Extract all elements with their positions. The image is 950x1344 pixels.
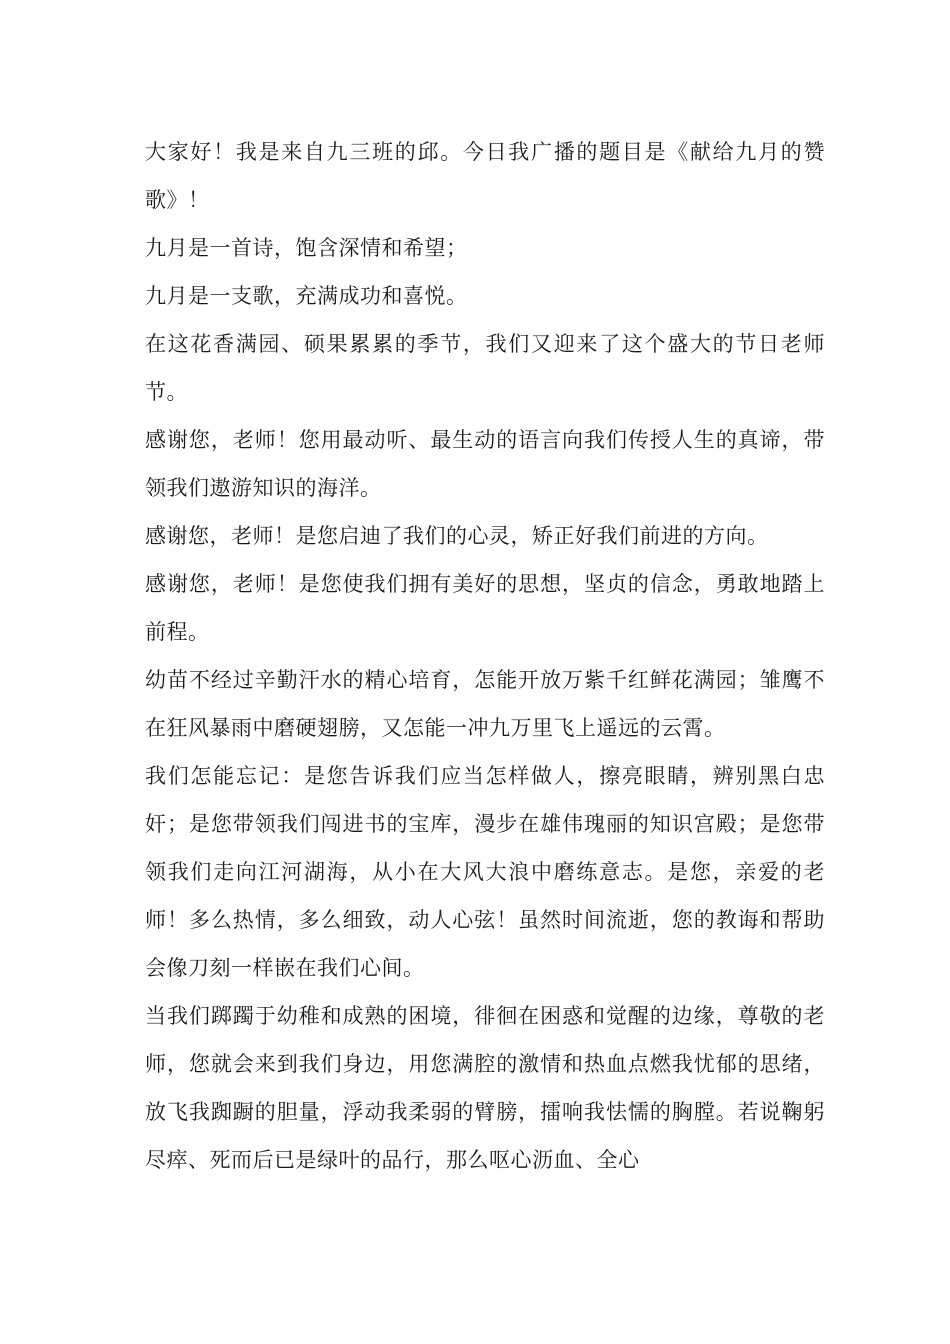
paragraph-song-line: 九月是一支歌，充满成功和喜悦。 [145, 284, 468, 308]
paragraph-thanks-1: 感谢您，老师！您用最动听、最生动的语言向我们传授人生的真谛，带领我们遨游知识的海洋。 [145, 428, 825, 500]
paragraph-teachers-day: 在这花香满园、硕果累累的季节，我们又迎来了这个盛大的节日老师节。 [145, 332, 825, 404]
paragraph-poem-line: 九月是一首诗，饱含深情和希望； [145, 236, 468, 260]
paragraph-remember: 我们怎能忘记：是您告诉我们应当怎样做人，擦亮眼睛，辨别黑白忠奸；是您带领我们闯进书的宝库，漫步在雄伟瑰丽的知识宫殿；是您带领我们走向江河湖海，从小在大风大浪中磨练意志。是您，亲爱的老师！多么热情，多么细致，动人心弦！虽然时间流逝，您的教诲和帮助会像刀刻一样嵌在我们心间。 [145, 764, 825, 980]
paragraph-confusion: 当我们踯躅于幼稚和成熟的困境，徘徊在困惑和觉醒的边缘，尊敬的老师，您就会来到我们身边，用您满腔的激情和热血点燃我忧郁的思绪，放飞我踟蹰的胆量，浮动我柔弱的臂膀，擂响我怯懦的胸膛。若说鞠躬尽瘁、死而后已是绿叶的品行，那么呕心沥血、全心 [145, 1004, 825, 1172]
paragraph-greeting: 大家好！我是来自九三班的邱。今日我广播的题目是《献给九月的赞歌》！ [145, 140, 825, 212]
paragraph-thanks-3: 感谢您，老师！是您使我们拥有美好的思想，坚贞的信念，勇敢地踏上前程。 [145, 572, 825, 644]
document-body [145, 128, 825, 1184]
paragraph-seedlings: 幼苗不经过辛勤汗水的精心培育，怎能开放万紫千红鲜花满园；雏鹰不在狂风暴雨中磨硬翅膀，又怎能一冲九万里飞上遥远的云霄。 [145, 668, 825, 740]
paragraph-thanks-2: 感谢您，老师！是您启迪了我们的心灵，矫正好我们前进的方向。 [145, 524, 769, 548]
